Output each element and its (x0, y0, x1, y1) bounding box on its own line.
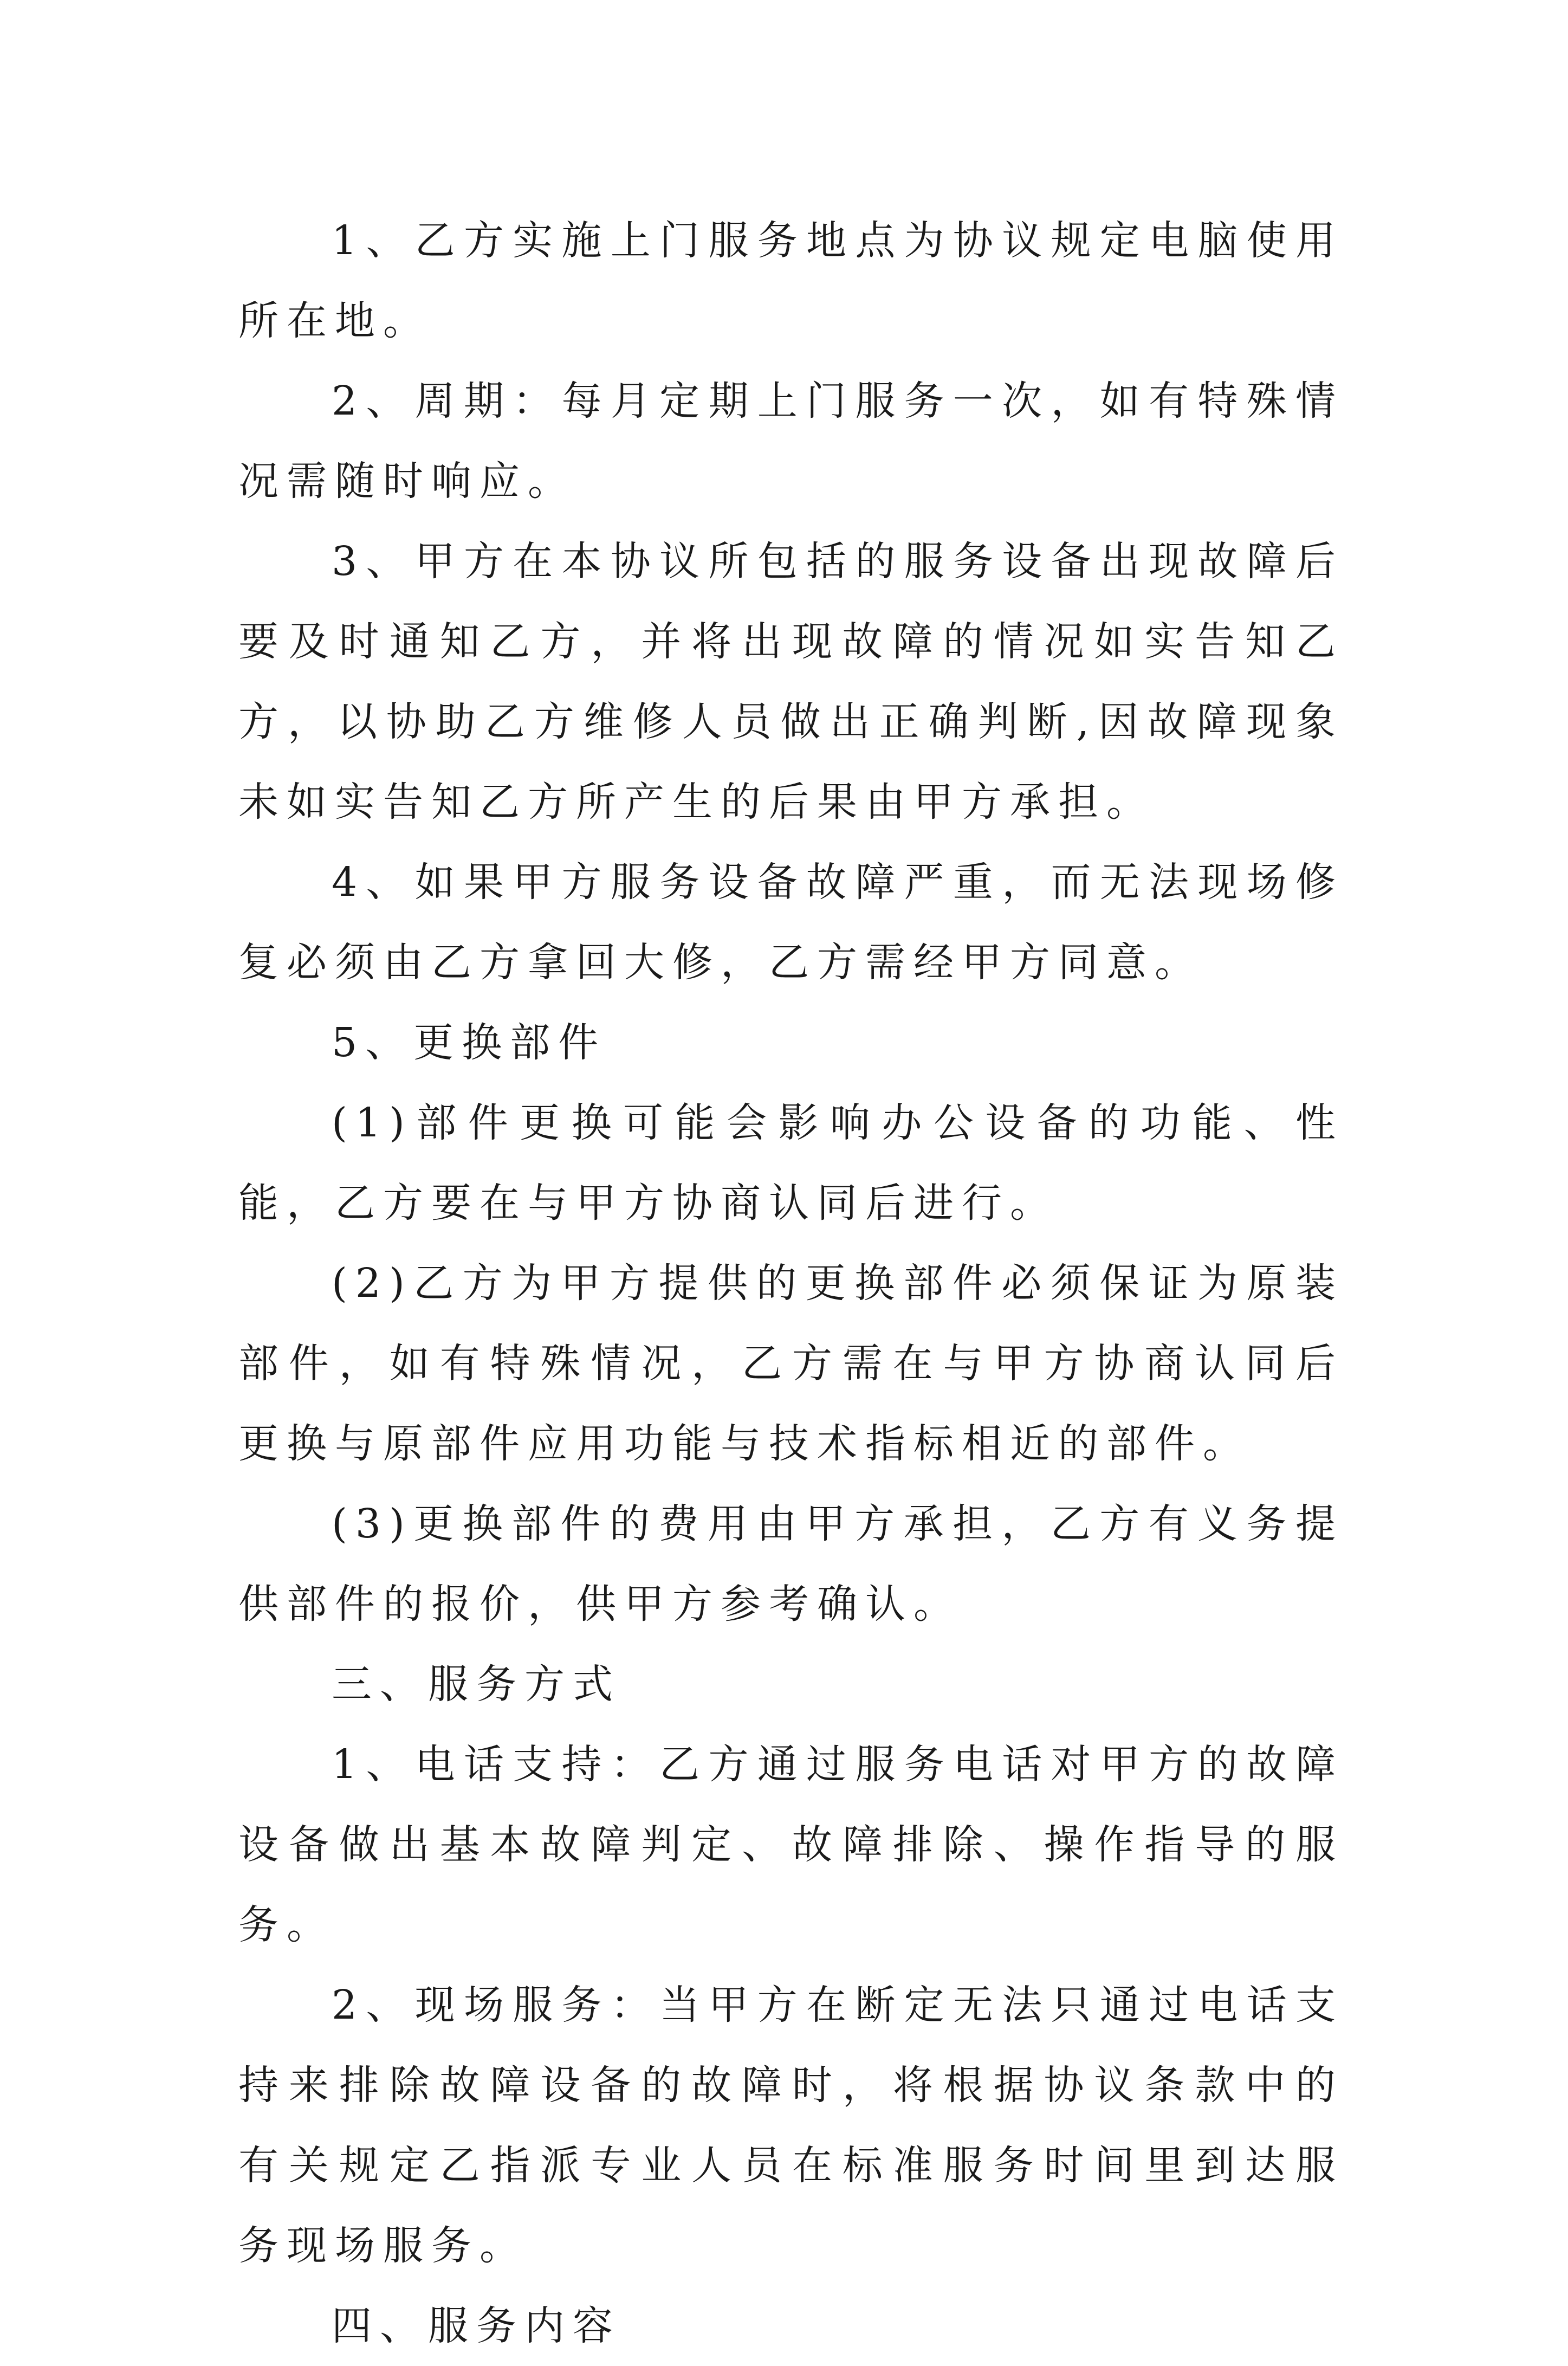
heading-replace-parts: 5、更换部件 (332, 1019, 607, 1066)
heading-service-method: 三、服务方式 (332, 1661, 621, 1708)
paragraph-phone-support: 1、电话支持：乙方通过服务电话对甲方的故障设备做出基本故障判定、故障排除、操作指导的服务。 (238, 1741, 1344, 1948)
paragraph-service-period: 2、周期：每月定期上门服务一次，如有特殊情况需随时响应。 (238, 378, 1344, 505)
paragraph-parts-item-1: (1)部件更换可能会影响办公设备的功能、性能，乙方要在与甲方协商认同后进行。 (238, 1100, 1344, 1226)
paragraph-major-repair: 4、如果甲方服务设备故障严重，而无法现场修复必须由乙方拿回大修，乙方需经甲方同意。 (238, 859, 1344, 986)
paragraph-fault-notification: 3、甲方在本协议所包括的服务设备出现故障后要及时通知乙方，并将出现故障的情况如实告知乙方，以协助乙方维修人员做出正确判断,因故障现象未如实告知乙方所产生的后果由甲方承担。 (238, 538, 1344, 825)
paragraph-onsite-service: 2、现场服务：当甲方在断定无法只通过电话支持来排除故障设备的故障时，将根据协议条款中的有关规定乙指派专业人员在标准服务时间里到达服务现场服务。 (238, 1982, 1344, 2269)
paragraph-service-location: 1、乙方实施上门服务地点为协议规定电脑使用所在地。 (238, 217, 1344, 344)
document-body (238, 201, 1344, 2366)
paragraph-parts-item-2: (2)乙方为甲方提供的更换部件必须保证为原装部件，如有特殊情况，乙方需在与甲方协商认同后更换与原部件应用功能与技术指标相近的部件。 (238, 1260, 1344, 1467)
paragraph-parts-item-3: (3)更换部件的费用由甲方承担，乙方有义务提供部件的报价，供甲方参考确认。 (238, 1501, 1344, 1627)
heading-service-content: 四、服务内容 (332, 2303, 621, 2349)
